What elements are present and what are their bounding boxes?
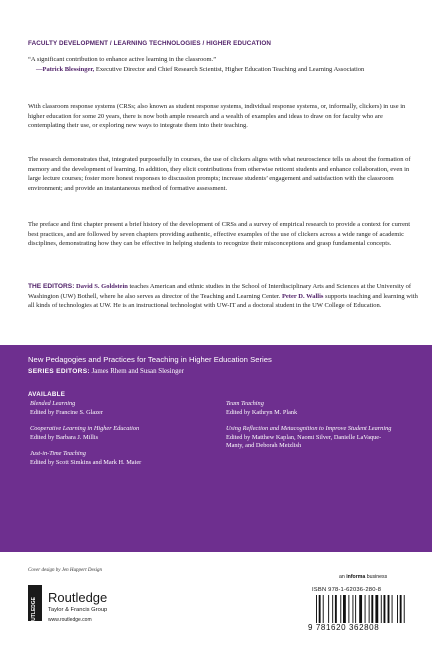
barcode-icon	[316, 595, 406, 623]
editor-1-name: David S. Goldstein	[76, 283, 128, 290]
barcode-number: 9 781620 362808	[308, 623, 380, 632]
editor-2-bio: supports teaching and learning with all kinds of technologies at UW. He is an instructional technologist with UW-IT and a doctoral student in the UW College of Education.	[28, 292, 418, 310]
editors-bio	[28, 282, 420, 311]
available-heading: AVAILABLE	[28, 391, 66, 398]
cover-design-credit: Cover design by Jen Huppert Design	[28, 568, 103, 573]
quote-text: “A significant contribution to enhance active learning in the classroom.”	[28, 56, 217, 63]
series-editors	[28, 368, 184, 375]
series-book	[30, 425, 200, 442]
routledge-logo-icon: ROUTLEDGE	[28, 585, 42, 621]
series-title: New Pedagogies and Practices for Teaching in Higher Education Series	[28, 355, 272, 364]
book-editor: Edited by Scott Simkins and Mark H. Maier	[30, 458, 142, 466]
book-editor: Edited by Francine S. Glazer	[30, 408, 103, 416]
book-title: Blended Learning	[30, 400, 76, 407]
book-editor: Edited by Matthew Kaplan, Naomi Silver, Danielle LaVaque-Manty, and Deborah Meizlish	[226, 433, 382, 450]
book-title: Using Reflection and Metacognition to Improve Student Learning	[226, 425, 392, 432]
editor-1-bio: teaches American and ethnic studies in the School of Interdisciplinary Arts and Sciences at the University of Washington (UW) Bothell, where he also serves as director of the Teaching and Learning Center.	[28, 283, 412, 300]
editors-heading: THE EDITORS:	[28, 283, 75, 290]
isbn-barcode	[305, 584, 415, 634]
description-paragraph-1: With classroom response systems (CRSs; also known as student response systems, individual response systems, or, informally, clickers) in use in higher education for some 20 years, there is now both ample research and a wealth of examples and ideas to draw on for faculty who are contemplating their use, or exploring new ways to integrate them into their teaching.	[28, 103, 406, 130]
isbn-text: ISBN 978-1-62036-280-8	[312, 587, 382, 593]
book-editor: Edited by Barbara J. Millis	[30, 433, 99, 441]
description-paragraph-3: The preface and first chapter present a brief history of the development of CRSs and a survey of empirical research to provide a context for current best practices, and are followed by seven chapters providing authentic, effective examples of the use of clickers across a wide range of academic disciplines, demonstrating how they can be effective in helping students to recognize their misconceptions and grasp fundamental concepts.	[28, 221, 411, 248]
publisher-url: www.routledge.com	[48, 617, 92, 623]
description-paragraph-2: The research demonstrates that, integrated purposefully in courses, the use of clickers aligns with what neuroscience tells us about the formation of memory and the development of learning. In addition, they elicit contributions from otherwise reticent students and enhance collaboration, even in large lecture courses; foster more honest responses to discussion prompts; increase students’ engagement and satisfaction with the classroom environment; and provide an instantaneous method of formative assessment.	[28, 156, 411, 192]
series-book	[30, 450, 200, 467]
publisher-group: Taylor & Francis Group	[48, 607, 108, 613]
category-line: FACULTY DEVELOPMENT / LEARNING TECHNOLOGIES / HIGHER EDUCATION	[28, 40, 272, 47]
quote-affiliation: Executive Director and Chief Research Scientist, Higher Education Teaching and Learning Association	[94, 65, 365, 73]
quote-author: —Patrick Blessinger,	[36, 65, 95, 73]
series-editors-names: James Rhem and Susan Slesinger	[89, 368, 184, 375]
publisher-name: Routledge	[48, 590, 108, 605]
series-band	[0, 345, 432, 552]
series-book	[226, 425, 398, 451]
quote-attribution	[28, 65, 416, 75]
series-book	[30, 400, 200, 417]
endorsement-quote	[28, 55, 416, 74]
book-title: Just-in-Time Teaching	[30, 450, 86, 457]
informa-business-tag: an informa business	[339, 574, 388, 580]
editor-2-name: Peter D. Wallis	[281, 292, 324, 300]
series-editors-label: SERIES EDITORS:	[28, 368, 90, 375]
series-book	[226, 400, 406, 417]
book-editor: Edited by Kathryn M. Plank	[226, 408, 298, 416]
book-title: Team Teaching	[226, 400, 264, 407]
book-title: Cooperative Learning in Higher Education	[30, 425, 140, 432]
